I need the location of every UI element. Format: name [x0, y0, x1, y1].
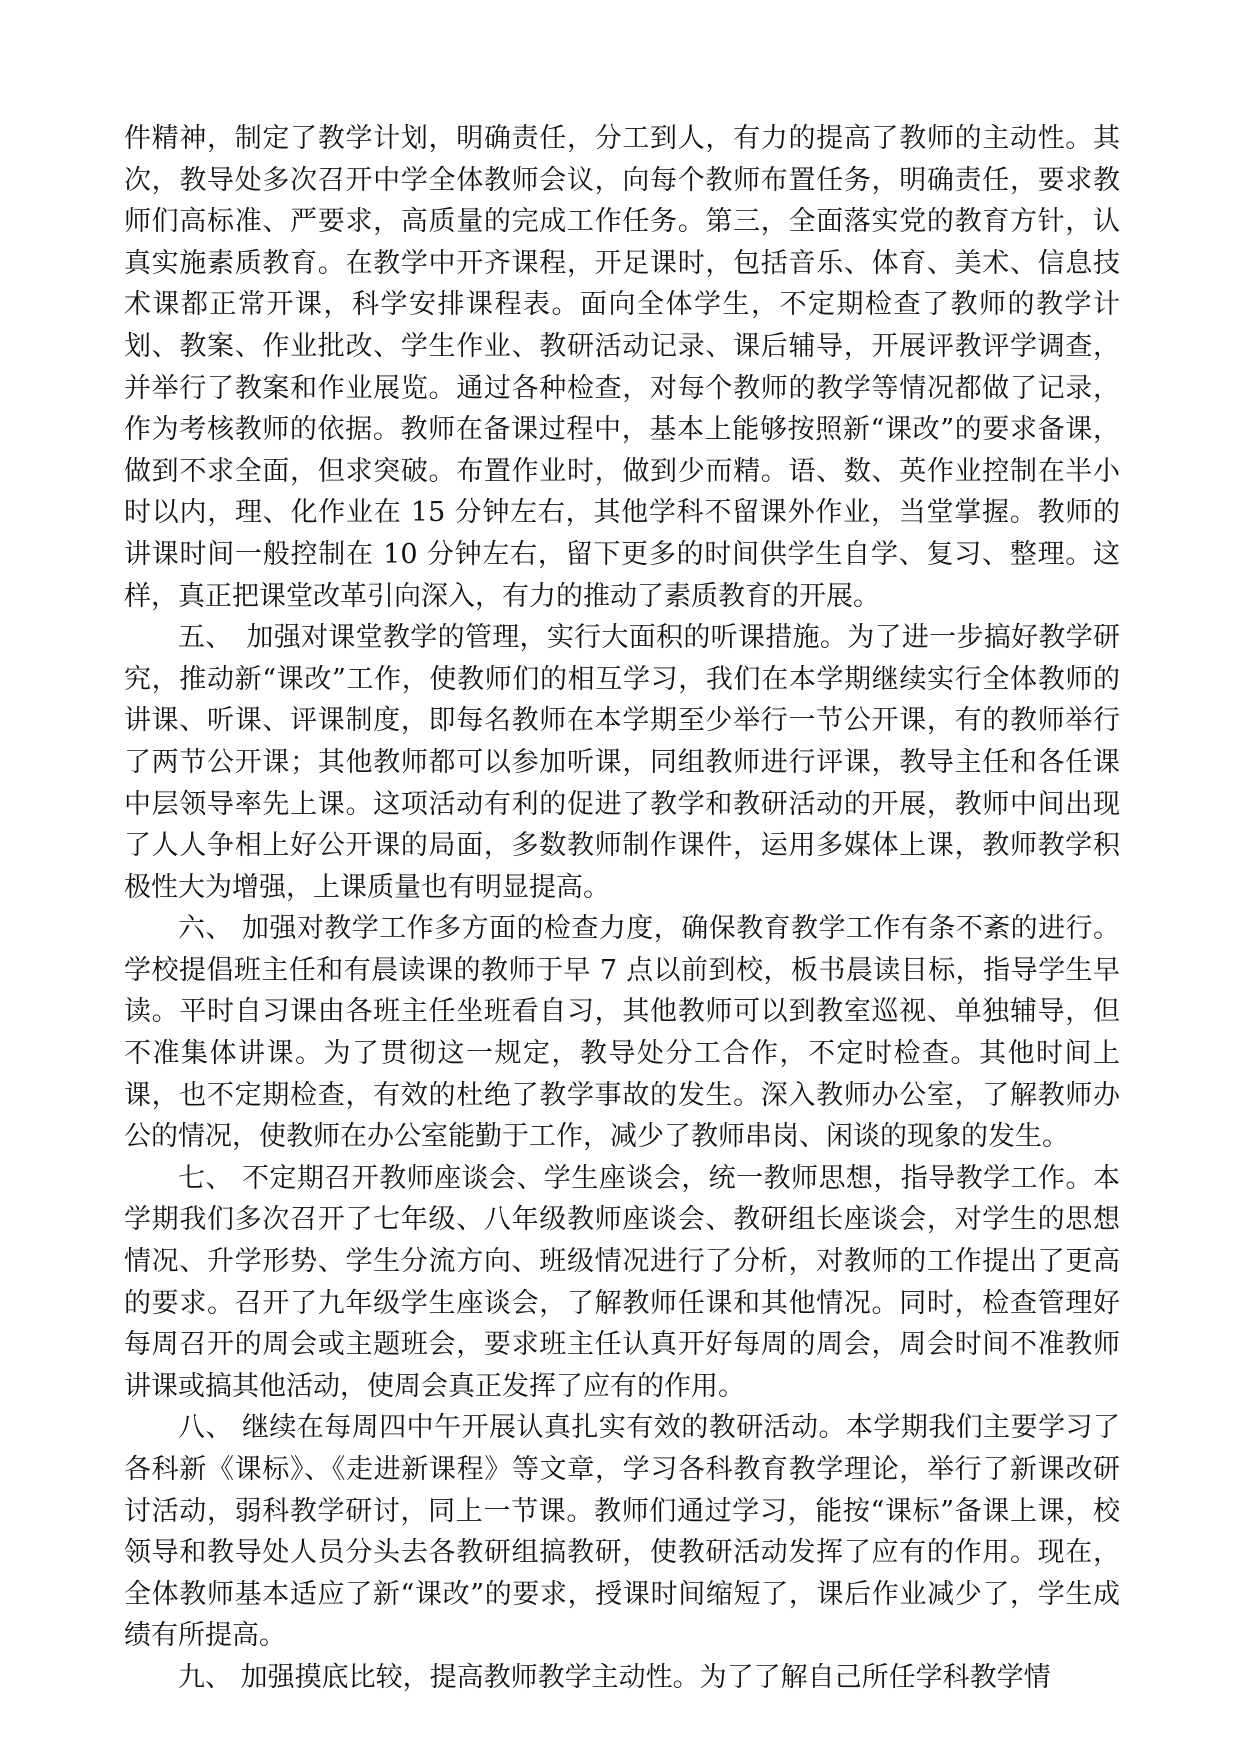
paragraph-item-6: 六、 加强对教学工作多方面的检查力度，确保教育教学工作有条不紊的进行。学校提倡班主任和有晨读课的教师于早 7 点以前到校，板书晨读目标，指导学生早读。平时自习课由各班主任坐班看自习，其他教师可以到教室巡视、单独辅导，但不准集体讲课。为了贯彻这一规定，教导处分工合作，不定时检查。其他时间上课，也不定期检查，有效的杜绝了教学事故的发生。深入教师办公室，了解教师办公的情况，使教师在办公室能勤于工作，减少了教师串岗、闲谈的现象的发生。 — [124, 913, 1120, 1153]
paragraph-continuation: 件精神，制定了教学计划，明确责任，分工到人，有力的提高了教师的主动性。其次，教导处多次召开中学全体教师会议，向每个教师布置任务，明确责任，要求教师们高标准、严要求，高质量的完成工作任务。第三，全面落实党的教育方针，认真实施素质教育。在教学中开齐课程，开足课时，包括音乐、体育、美术、信息技术课都正常开课，科学安排课程表。面向全体学生，不定期检查了教师的教学计划、教案、作业批改、学生作业、教研活动记录、课后辅导，开展评教评学调查，并举行了教案和作业展览。通过各种检查，对每个教师的教学等情况都做了记录，作为考核教师的依据。教师在备课过程中，基本上能够按照新“课改”的要求备课，做到不求全面，但求突破。布置作业时，做到少而精。语、数、英作业控制在半小时以内，理、化作业在 15 分钟左右，其他学科不留课外作业，当堂掌握。教师的讲课时间一般控制在 10 分钟左右，留下更多的时间供学生自学、复习、整理。这样，真正把课堂改革引向深入，有力的推动了素质教育的开展。 — [124, 123, 1120, 612]
paragraph-item-7: 七、 不定期召开教师座谈会、学生座谈会，统一教师思想，指导教学工作。本学期我们多次召开了七年级、八年级教师座谈会、教研组长座谈会，对学生的思想情况、升学形势、学生分流方向、班级情况进行了分析，对教师的工作提出了更高的要求。召开了九年级学生座谈会，了解教师任课和其他情况。同时，检查管理好每周召开的周会或主题班会，要求班主任认真开好每周的周会，周会时间不准教师讲课或搞其他活动，使周会真正发挥了应有的作用。 — [124, 1162, 1120, 1402]
document-body — [124, 118, 1120, 1699]
paragraph-item-9: 九、 加强摸底比较，提高教师教学主动性。为了了解自己所任学科教学情 — [178, 1661, 1051, 1693]
paragraph-item-8: 八、 继续在每周四中午开展认真扎实有效的教研活动。本学期我们主要学习了各科新《课标》、《走进新课程》等文章，学习各科教育教学理论，举行了新课改研讨活动，弱科教学研讨，同上一节课。教师们通过学习，能按“课标”备课上课，校领导和教导处人员分头去各教研组搞教研，使教研活动发挥了应有的作用。现在，全体教师基本适应了新“课改”的要求，授课时间缩短了，课后作业减少了，学生成绩有所提高。 — [124, 1412, 1120, 1652]
paragraph-item-5: 五、 加强对课堂教学的管理，实行大面积的听课措施。为了进一步搞好教学研究，推动新“课改”工作，使教师们的相互学习，我们在本学期继续实行全体教师的讲课、听课、评课制度，即每名教师在本学期至少举行一节公开课，有的教师举行了两节公开课；其他教师都可以参加听课，同组教师进行评课，教导主任和各任课中层领导率先上课。这项活动有利的促进了教学和教研活动的开展，教师中间出现了人人争相上好公开课的局面，多数教师制作课件，运用多媒体上课，教师教学积极性大为增强，上课质量也有明显提高。 — [124, 622, 1120, 903]
